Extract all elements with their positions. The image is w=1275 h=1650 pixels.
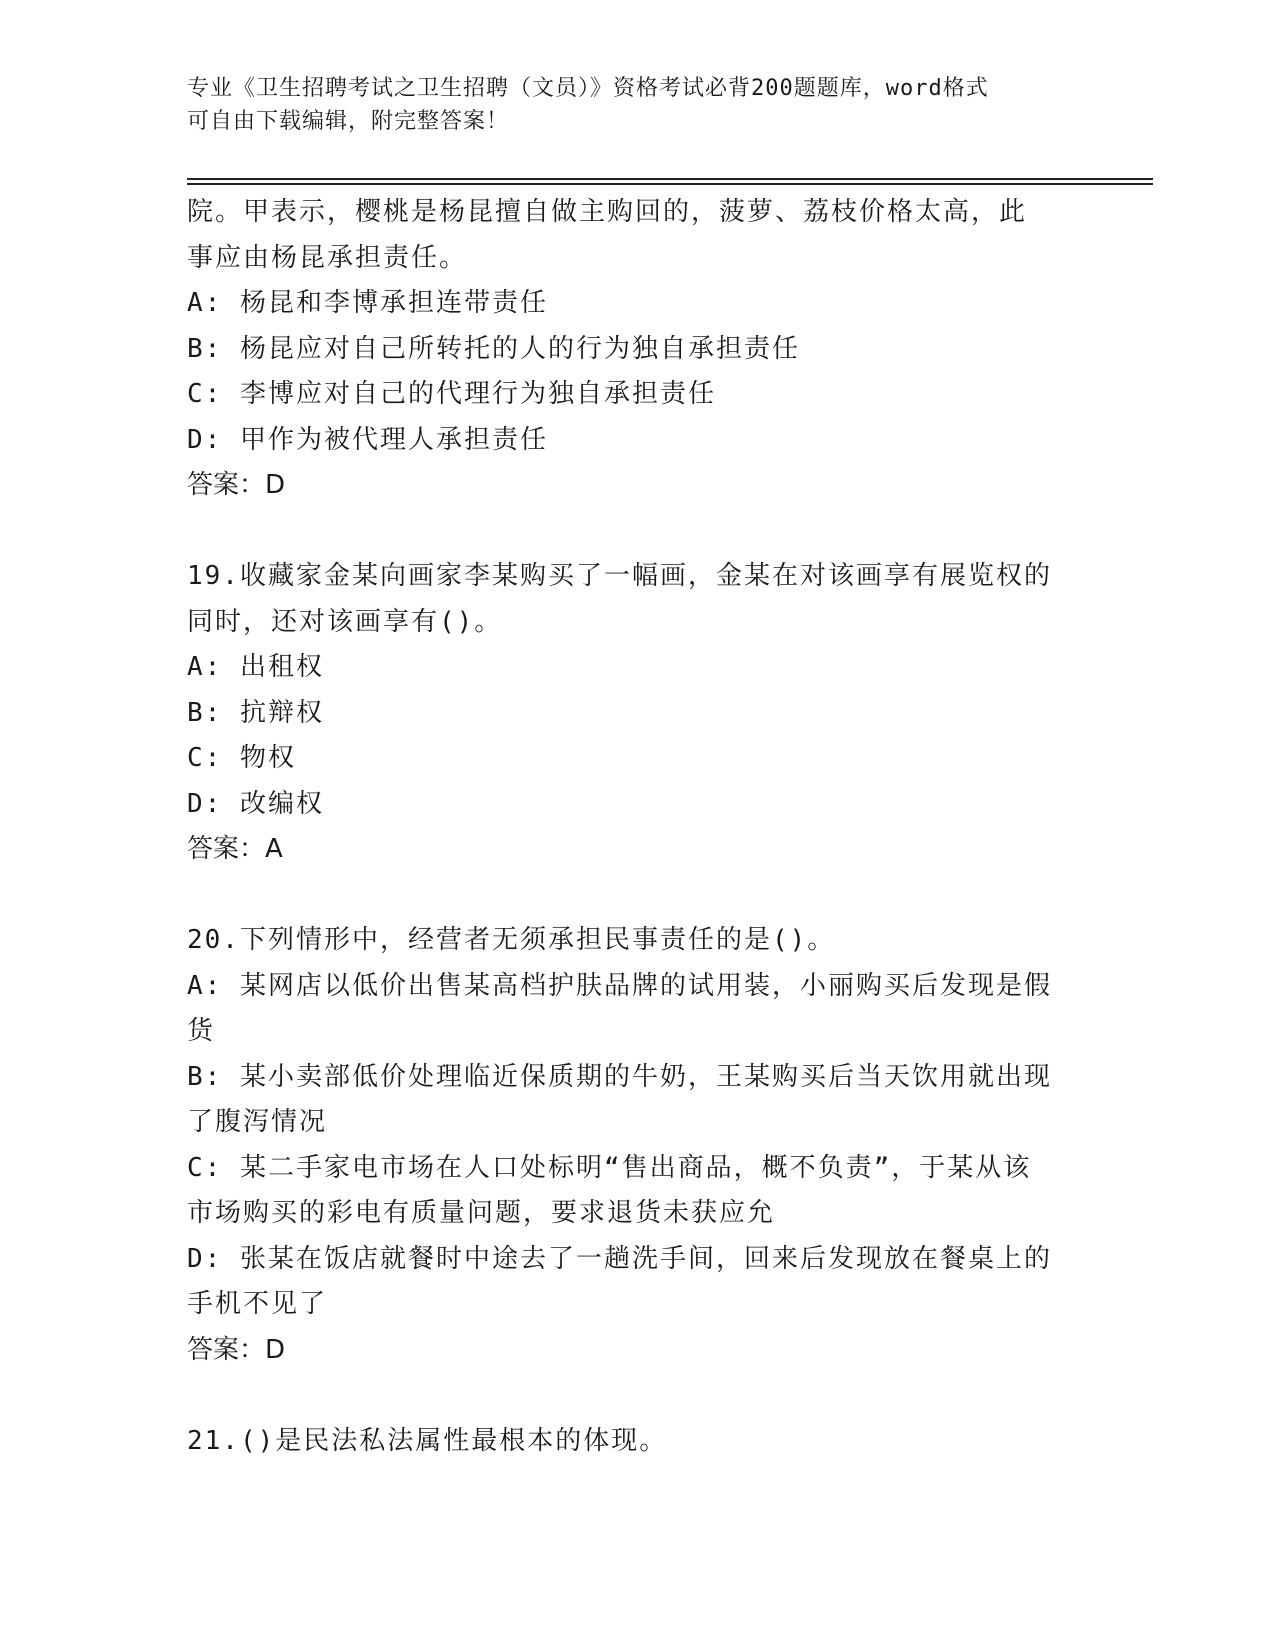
spacer — [187, 873, 1087, 919]
header-divider-bottom — [187, 183, 1153, 185]
option-a: A: 杨昆和李博承担连带责任 — [187, 288, 548, 318]
header-title-line-1: 专业《卫生招聘考试之卫生招聘（文员）》资格考试必背200题题库，word格式 — [187, 76, 989, 101]
option-c-continued: 市场购买的彩电有质量问题，要求退货未获应允 — [187, 1198, 776, 1228]
question-21 — [187, 1419, 1087, 1465]
header-divider-top — [187, 178, 1153, 180]
answer-label: 答案：D — [187, 1334, 286, 1365]
answer-label: 答案：A — [187, 834, 283, 864]
question-text-line: 19.收藏家金某向画家李某购买了一幅画，金某在对该画享有展览权的 — [187, 561, 1052, 591]
option-b-continued: 了腹泻情况 — [187, 1107, 328, 1137]
option-d: D: 改编权 — [187, 788, 324, 819]
option-b: B: 抗辩权 — [187, 697, 324, 728]
option-c: C: 李博应对自己的代理行为独自承担责任 — [187, 379, 716, 409]
question-19 — [187, 554, 1087, 873]
option-b: B: 杨昆应对自己所转托的人的行为独自承担责任 — [187, 333, 800, 364]
document-header — [187, 72, 1087, 138]
option-c: C: 物权 — [187, 743, 296, 773]
option-d: D: 张某在饭店就餐时中途去了一趟洗手间，回来后发现放在餐桌上的 — [187, 1243, 1052, 1274]
question-text-line: 21.()是民法私法属性最根本的体现。 — [187, 1425, 668, 1456]
option-a: A: 某网店以低价出售某高档护肤品牌的试用装，小丽购买后发现是假 — [187, 970, 1052, 1001]
spacer — [187, 509, 1087, 555]
document-body — [187, 190, 1087, 1464]
question-text-line: 20.下列情形中，经营者无须承担民事责任的是()。 — [187, 925, 836, 955]
option-d-continued: 手机不见了 — [187, 1289, 328, 1319]
option-a: A: 出租权 — [187, 652, 324, 682]
question-text-line: 院。甲表示，樱桃是杨昆擅自做主购回的，菠萝、荔枝价格太高，此 — [187, 197, 1028, 227]
option-a-continued: 货 — [187, 1016, 216, 1046]
option-b: B: 某小卖部低价处理临近保质期的牛奶，王某购买后当天饮用就出现 — [187, 1061, 1052, 1092]
question-18-continuation — [187, 190, 1087, 509]
spacer — [187, 1373, 1087, 1419]
question-20 — [187, 918, 1087, 1373]
option-d: D: 甲作为被代理人承担责任 — [187, 424, 548, 455]
question-text-line: 事应由杨昆承担责任。 — [187, 242, 468, 273]
answer-label: 答案：D — [187, 470, 286, 500]
question-text-line: 同时，还对该画享有()。 — [187, 606, 503, 637]
option-c: C: 某二手家电市场在人口处标明“售出商品，概不负责”，于某从该 — [187, 1152, 1032, 1183]
header-title-line-2: 可自由下载编辑，附完整答案！ — [187, 109, 510, 134]
